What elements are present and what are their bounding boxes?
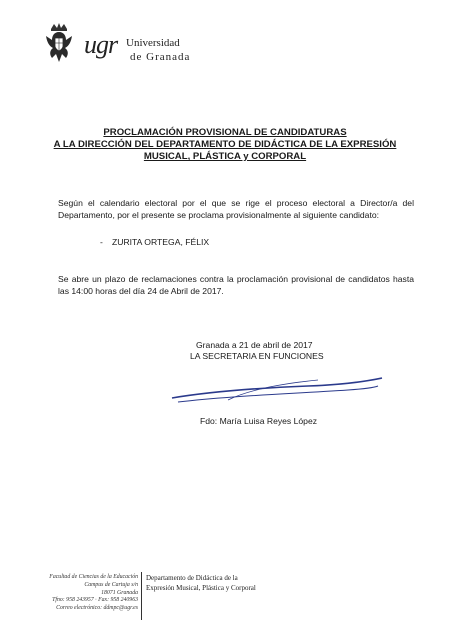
place-date: Granada a 21 de abril de 2017: [196, 340, 313, 350]
candidate-name: ZURITA ORTEGA, FÉLIX: [112, 237, 210, 247]
university-crest-icon: [40, 22, 78, 66]
university-name-line1: Universidad: [126, 37, 180, 49]
candidate-list-item: [100, 236, 209, 248]
title-line2: A LA DIRECCIÓN DEL DEPARTAMENTO DE DIDÁCTICA DE LA EXPRESIÓN: [53, 139, 397, 150]
ugr-logo-text: ugr: [84, 30, 118, 59]
bullet-marker: -: [100, 237, 103, 247]
university-name-line2: de Granada: [130, 51, 191, 63]
paragraph-claims: Se abre un plazo de reclamaciones contra la proclamación provisional de candidatos hasta las 14:00 horas del día 24 de Abril de 2017.: [58, 274, 414, 296]
document-title: [40, 127, 410, 163]
footer-address: [24, 574, 138, 613]
paragraph-calendar: Según el calendario electoral por el que se rige el proceso electoral a Director/a del Departamento, por el presente se proclama provisionalmente al siguiente candidato:: [58, 198, 414, 220]
footer-address-line: Tfno: 958 243957 · Fax: 958 240963: [52, 597, 138, 604]
footer-address-line: Correo electrónico: ddmpc@ugr.es: [56, 605, 138, 612]
title-line1: PROCLAMACIÓN PROVISIONAL DE CANDIDATURAS: [103, 127, 347, 138]
handwritten-signature-icon: [168, 370, 388, 410]
signer-role: LA SECRETARIA EN FUNCIONES: [190, 351, 324, 361]
title-line3: MUSICAL, PLÁSTICA y CORPORAL: [143, 151, 307, 162]
footer-address-line: 18071 Granada: [101, 589, 138, 596]
signer-name: Fdo: María Luisa Reyes López: [200, 416, 318, 426]
footer-address-line: Facultad de Ciencias de la Educación: [49, 574, 138, 580]
footer-department-line2: Expresión Musical, Plástica y Corporal: [146, 583, 256, 592]
university-name: [126, 36, 190, 64]
footer-department: [146, 574, 296, 593]
footer-divider: [141, 572, 142, 620]
university-header: [40, 22, 260, 72]
footer-department-line1: Departamento de Didáctica de la: [146, 574, 238, 582]
signature-block: [190, 340, 390, 362]
footer-address-line: Campus de Cartuja s/n: [84, 581, 138, 588]
